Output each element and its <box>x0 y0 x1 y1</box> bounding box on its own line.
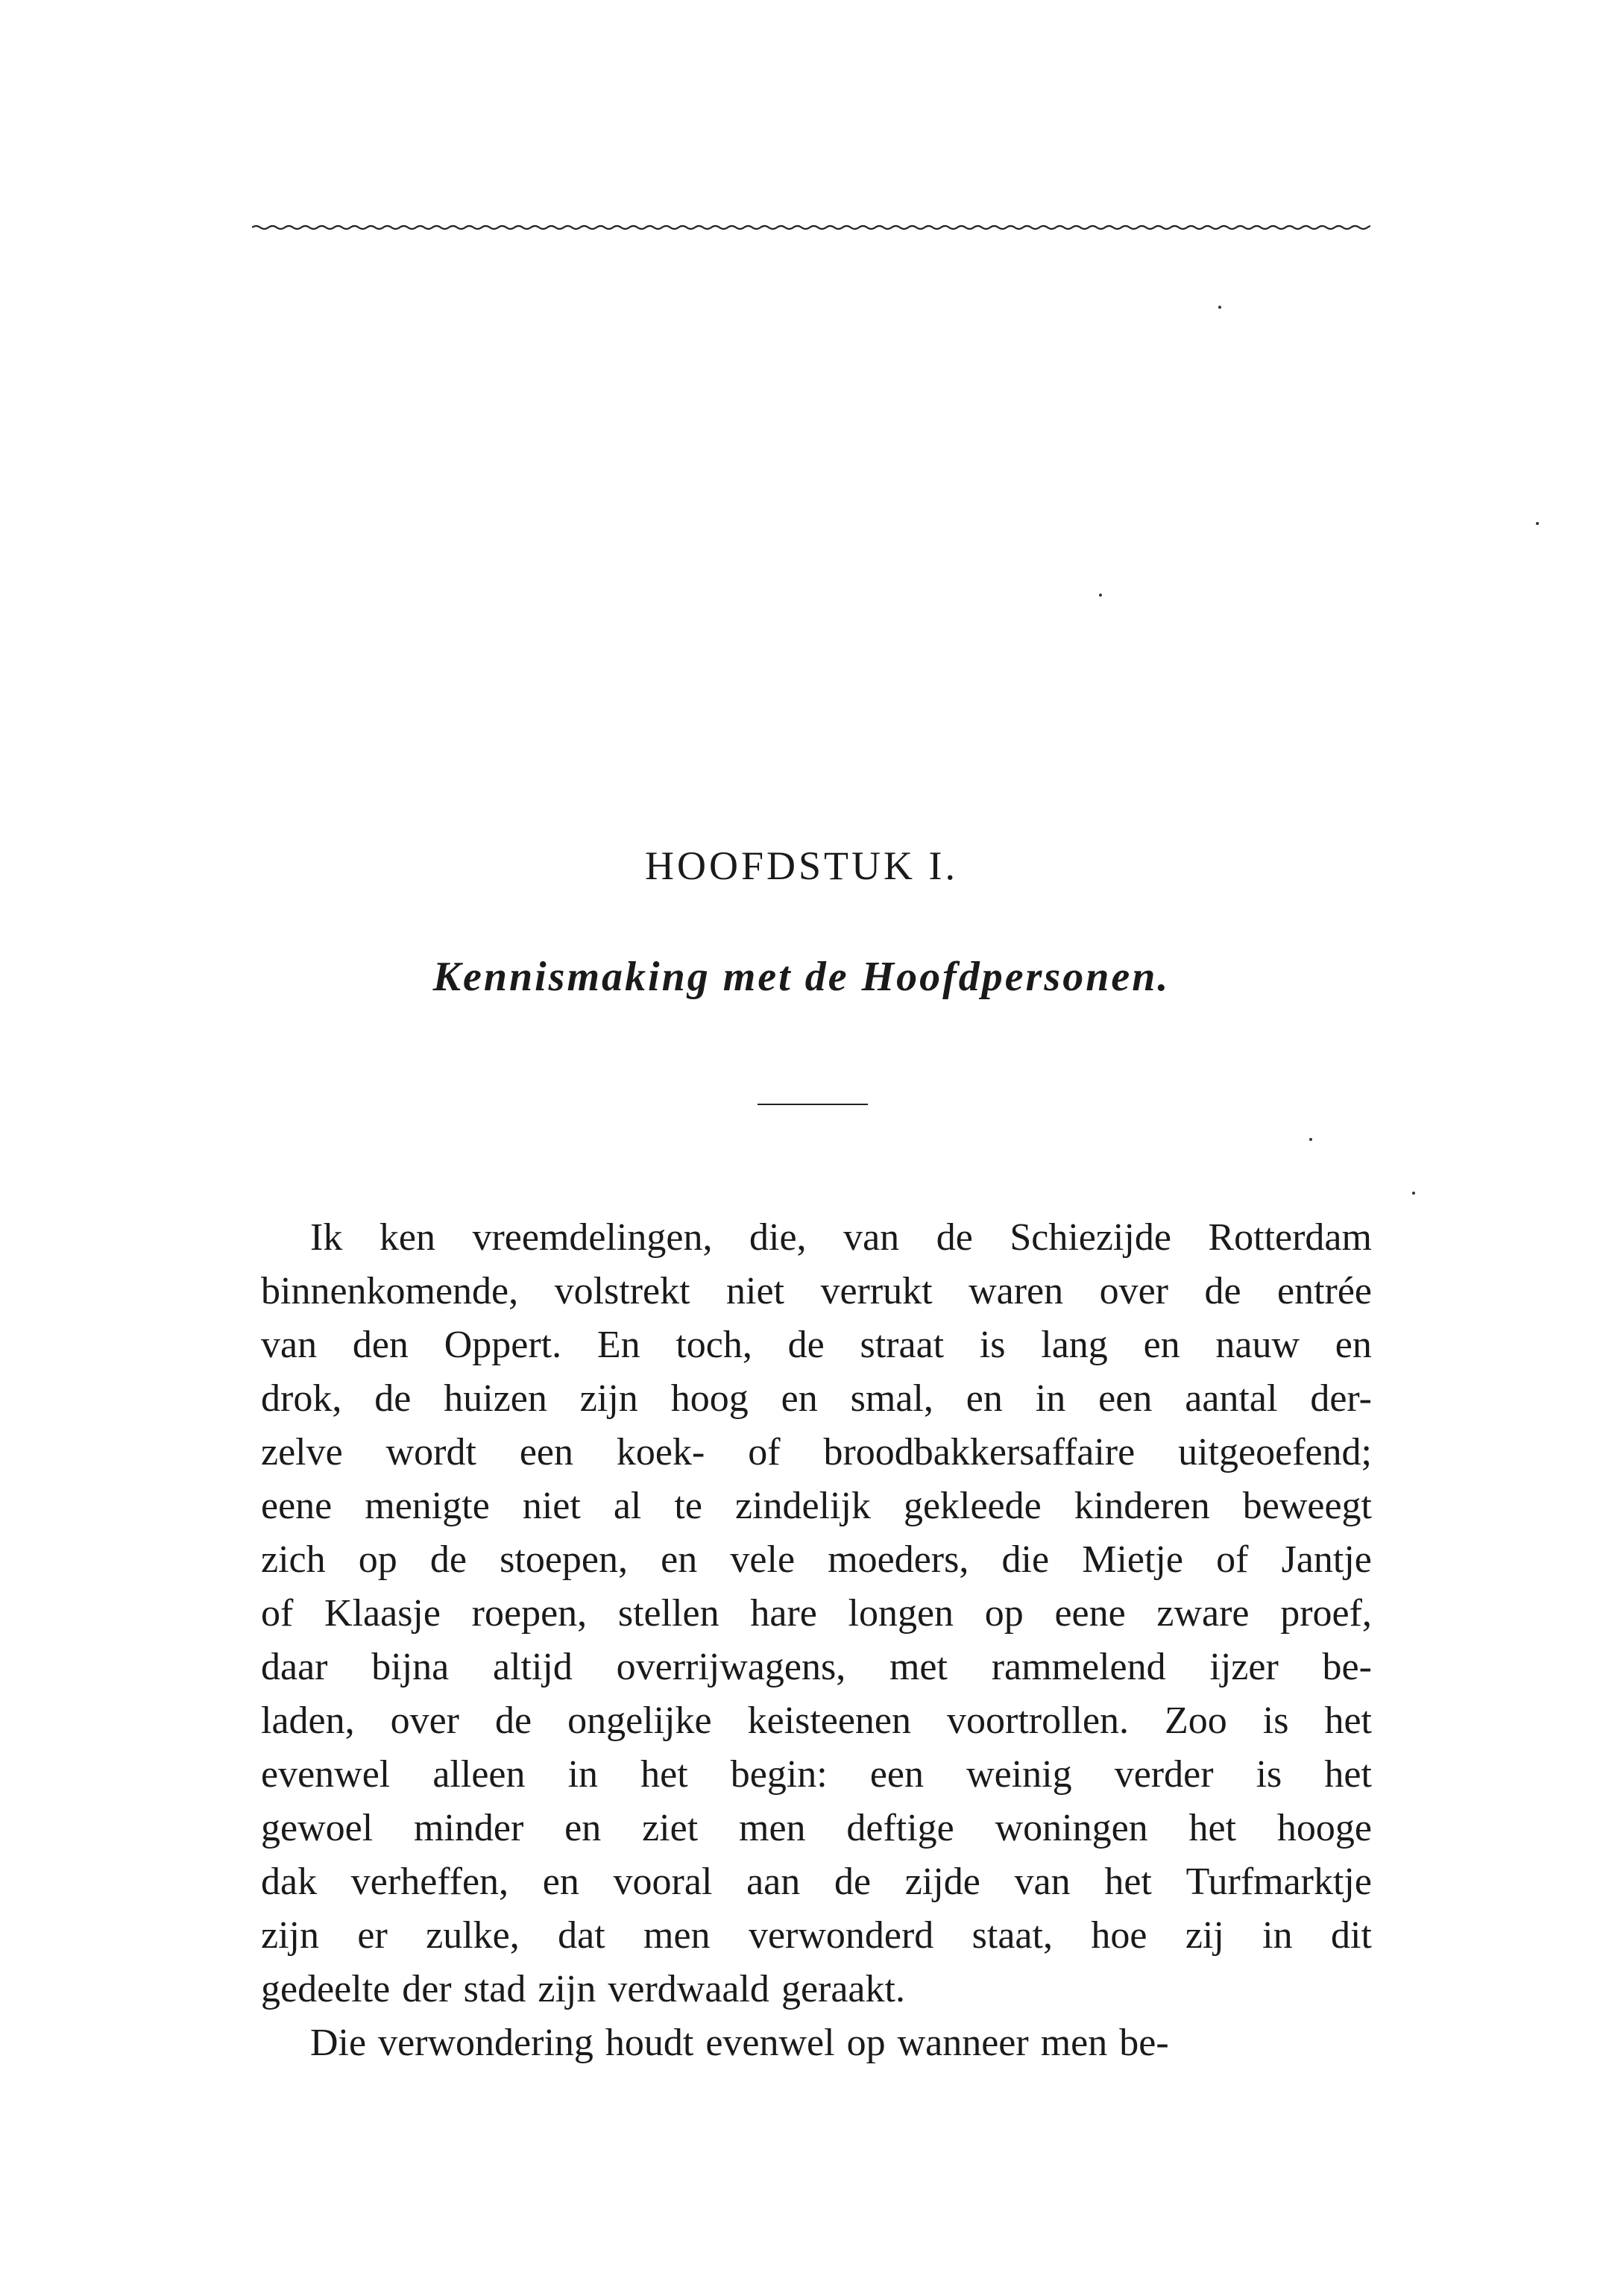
text-line: van den Oppert. En toch, de straat is lang en nauw en <box>261 1324 1372 1366</box>
paper-speck <box>1218 306 1221 309</box>
text-line: drok, de huizen zijn hoog en smal, en in een aantal der- <box>261 1377 1372 1420</box>
chapter-heading: HOOFDSTUK I. <box>644 843 958 888</box>
text-line: evenwel alleen in het begin: een weinig verder is het <box>261 1753 1372 1796</box>
text-line: Ik ken vreemdelingen, die, van de Schiezijde Rotterdam <box>310 1216 1372 1259</box>
text-line: eene menigte niet al te zindelijk gekleede kinderen beweegt <box>261 1485 1372 1527</box>
paper-speck <box>1309 1138 1312 1141</box>
body-text <box>261 1211 1372 2070</box>
paper-speck <box>1536 522 1539 525</box>
text-line: zich op de stoepen, en vele moeders, die Mietje of Jantje <box>261 1538 1372 1581</box>
paper-speck <box>1099 594 1102 597</box>
chapter-subtitle: Kennismaking met de Hoofdpersonen. <box>432 954 1171 1000</box>
text-line: dak verheffen, en vooral aan de zijde van het Turfmarktje <box>261 1861 1372 1903</box>
text-line: gewoel minder en ziet men deftige woningen het hooge <box>261 1807 1372 1849</box>
text-line: laden, over de ongelijke keisteenen voortrollen. Zoo is het <box>261 1699 1372 1742</box>
text-line: zelve wordt een koek- of broodbakkersaffaire uitgeoefend; <box>261 1431 1372 1473</box>
text-line: daar bijna altijd overrijwagens, met rammelend ijzer be- <box>261 1646 1372 1688</box>
text-line: zijn er zulke, dat men verwonderd staat, hoe zij in dit <box>261 1914 1372 1957</box>
text-line: binnenkomende, volstrekt niet verrukt waren over de entrée <box>261 1270 1372 1312</box>
text-line: Die verwondering houdt evenwel op wanneer men be- <box>310 2022 1169 2064</box>
section-divider <box>758 1104 868 1105</box>
ornamental-wavy-rule <box>252 216 1370 239</box>
text-line: of Klaasje roepen, stellen hare longen op eene zware proef, <box>261 1592 1372 1635</box>
paper-speck <box>1412 1192 1415 1195</box>
text-line: gedeelte der stad zijn verdwaald geraakt. <box>261 1968 905 2010</box>
